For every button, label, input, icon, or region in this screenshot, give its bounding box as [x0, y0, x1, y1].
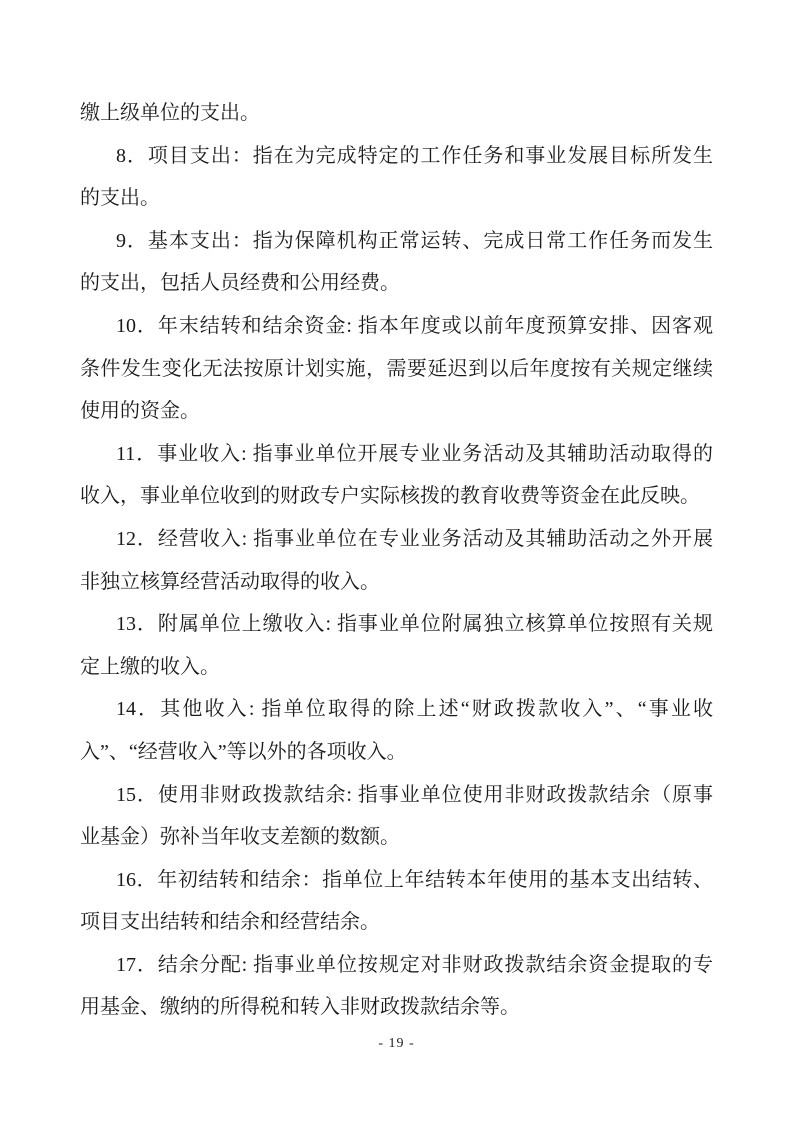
- paragraph-item-17: [80, 944, 713, 1029]
- text-line: 入”、“经营收入”等以外的各项收入。: [80, 740, 407, 763]
- paragraph-item-9: [80, 220, 713, 305]
- text-line: 使用的资金。: [80, 400, 200, 423]
- text-line: 10．年末结转和结余资金: 指本年度或以前年度预算安排、因客观: [116, 314, 713, 337]
- text-line: 业基金）弥补当年收支差额的数额。: [80, 826, 400, 849]
- text-line: 项目支出结转和结余和经营结余。: [80, 911, 380, 934]
- paragraph-item-16: [80, 859, 713, 944]
- paragraph-item-14: [80, 688, 713, 773]
- text-line: 的支出。: [80, 187, 160, 210]
- text-line: 12．经营收入: 指事业单位在专业业务活动及其辅助活动之外开展: [116, 527, 713, 550]
- text-line: 11．事业收入: 指事业单位开展专业业务活动及其辅助活动取得的: [116, 442, 713, 465]
- text-line: 条件发生变化无法按原计划实施，需要延迟到以后年度按有关规定继续: [80, 357, 713, 380]
- document-body: [80, 92, 713, 1029]
- page-number: - 19 -: [378, 1036, 415, 1051]
- text-line: 用基金、缴纳的所得税和转入非财政拨款结余等。: [80, 996, 520, 1019]
- text-line: 14．其他收入: 指单位取得的除上述“财政拨款收入”、“事业收: [116, 698, 713, 721]
- paragraph-item-8: [80, 135, 713, 220]
- text-line: 非独立核算经营活动取得的收入。: [80, 570, 380, 593]
- paragraph-item-13: [80, 603, 713, 688]
- text-line: 17．结余分配: 指事业单位按规定对非财政拨款结余资金提取的专: [116, 953, 713, 976]
- text-line: 的支出，包括人员经费和公用经费。: [80, 272, 400, 295]
- text-line: 缴上级单位的支出。: [80, 102, 260, 124]
- text-line: 收入，事业单位收到的财政专户实际核拨的教育收费等资金在此反映。: [80, 485, 700, 508]
- paragraph-item-11: [80, 433, 713, 518]
- text-line: 16．年初结转和结余：指单位上年结转本年使用的基本支出结转、: [116, 868, 713, 891]
- text-line: 13．附属单位上缴收入: 指事业单位附属独立核算单位按照有关规: [116, 613, 713, 636]
- text-line: 定上缴的收入。: [80, 655, 220, 678]
- paragraph-item-12: [80, 518, 713, 603]
- paragraph-item-15: [80, 774, 713, 859]
- paragraph-item-7-continuation: [80, 92, 713, 135]
- paragraph-item-10: [80, 305, 713, 433]
- text-line: 8．项目支出：指在为完成特定的工作任务和事业发展目标所发生: [116, 144, 713, 167]
- text-line: 9．基本支出：指为保障机构正常运转、完成日常工作任务而发生: [116, 229, 713, 252]
- text-line: 15．使用非财政拨款结余: 指事业单位使用非财政拨款结余（原事: [116, 783, 713, 806]
